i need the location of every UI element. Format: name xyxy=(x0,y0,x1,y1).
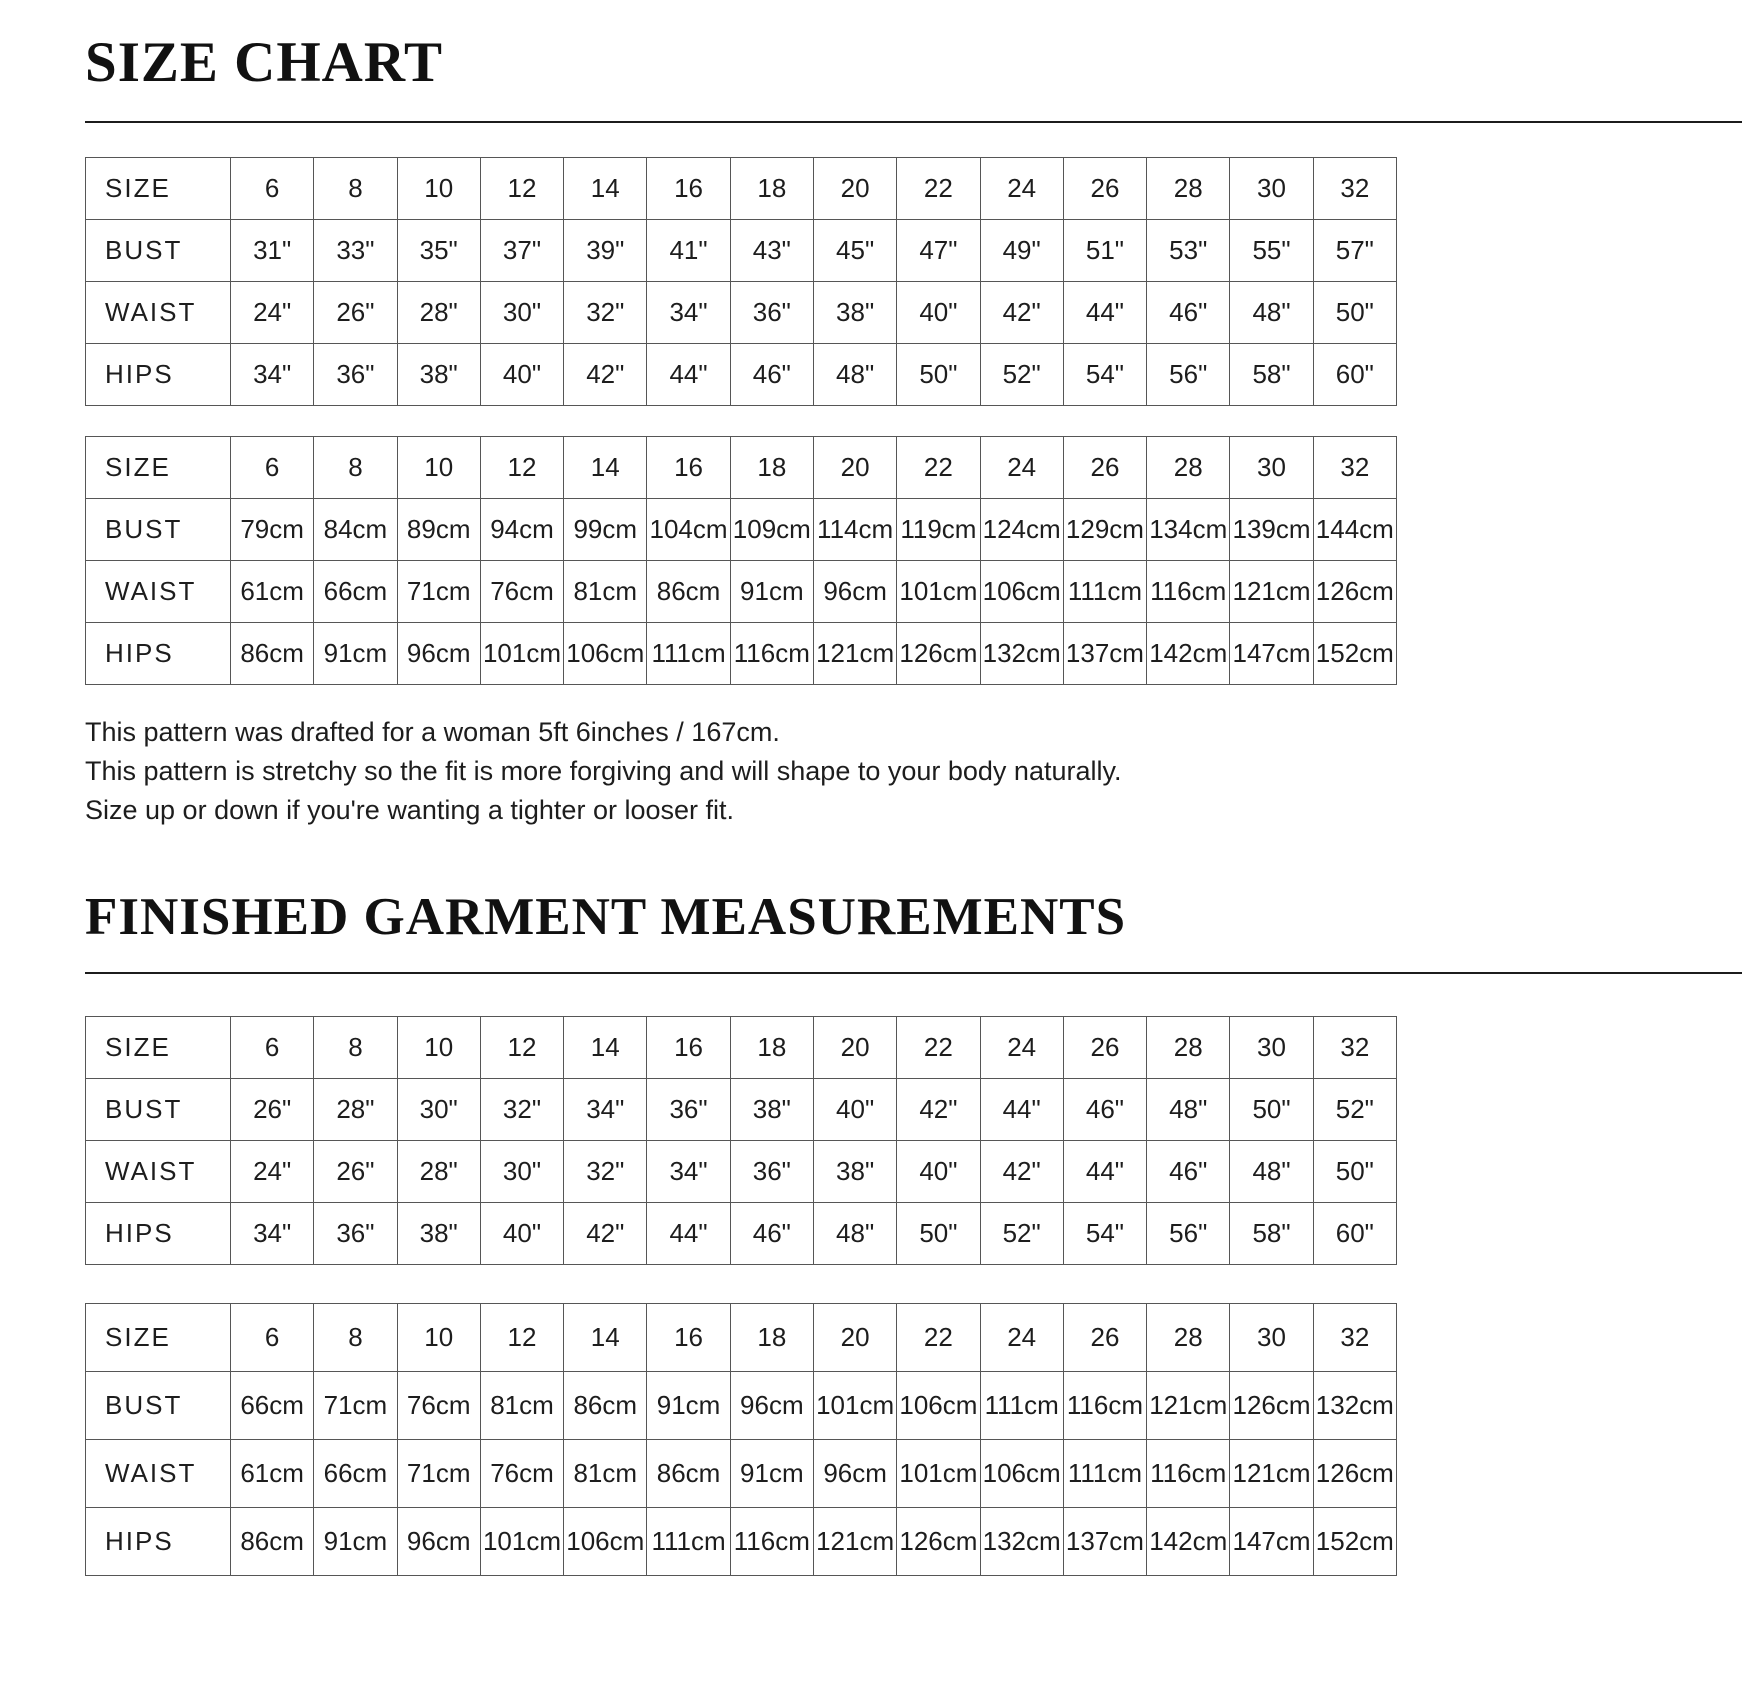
table-row xyxy=(86,1140,1397,1202)
table-row xyxy=(86,219,1397,281)
measurement-cell: 44" xyxy=(1063,281,1146,343)
measurement-cell: 121cm xyxy=(813,622,896,684)
measurement-cell: 58" xyxy=(1230,1202,1313,1264)
row-label: SIZE xyxy=(86,436,231,498)
measurement-cell: 43" xyxy=(730,219,813,281)
measurement-cell: 46" xyxy=(1147,281,1230,343)
size-header-cell: 24 xyxy=(980,1303,1063,1371)
size-header-cell: 20 xyxy=(813,1016,896,1078)
size-header-cell: 12 xyxy=(480,1016,563,1078)
size-header-cell: 32 xyxy=(1313,157,1396,219)
measurement-cell: 37" xyxy=(480,219,563,281)
size-header-cell: 28 xyxy=(1147,157,1230,219)
measurement-cell: 114cm xyxy=(813,498,896,560)
measurement-cell: 126cm xyxy=(897,622,980,684)
measurement-cell: 152cm xyxy=(1313,1507,1396,1575)
size-header-cell: 30 xyxy=(1230,1303,1313,1371)
measurement-cell: 28" xyxy=(397,281,480,343)
measurement-cell: 137cm xyxy=(1063,622,1146,684)
measurement-cell: 121cm xyxy=(1230,1439,1313,1507)
table-row xyxy=(86,1507,1397,1575)
size-header-cell: 22 xyxy=(897,436,980,498)
measurement-cell: 50" xyxy=(1313,281,1396,343)
measurement-cell: 142cm xyxy=(1147,622,1230,684)
measurement-cell: 132cm xyxy=(980,1507,1063,1575)
measurement-cell: 35" xyxy=(397,219,480,281)
measurement-cell: 48" xyxy=(1230,1140,1313,1202)
measurement-cell: 32" xyxy=(564,281,647,343)
size-header-cell: 14 xyxy=(564,436,647,498)
measurement-cell: 42" xyxy=(980,1140,1063,1202)
measurement-cell: 36" xyxy=(730,1140,813,1202)
measurement-cell: 116cm xyxy=(1147,1439,1230,1507)
row-label: SIZE xyxy=(86,1016,231,1078)
measurement-cell: 24" xyxy=(231,1140,314,1202)
row-label: HIPS xyxy=(86,1507,231,1575)
size-header-cell: 26 xyxy=(1063,157,1146,219)
measurement-cell: 76cm xyxy=(480,1439,563,1507)
size-header-cell: 14 xyxy=(564,157,647,219)
size-header-cell: 24 xyxy=(980,1016,1063,1078)
table-row xyxy=(86,622,1397,684)
row-label: BUST xyxy=(86,498,231,560)
measurement-cell: 31" xyxy=(231,219,314,281)
size-header-cell: 14 xyxy=(564,1303,647,1371)
measurement-cell: 46" xyxy=(1147,1140,1230,1202)
measurement-cell: 26" xyxy=(231,1078,314,1140)
measurement-cell: 34" xyxy=(231,343,314,405)
size-header-cell: 32 xyxy=(1313,436,1396,498)
table-row xyxy=(86,1202,1397,1264)
measurement-cell: 96cm xyxy=(397,622,480,684)
row-label: HIPS xyxy=(86,343,231,405)
measurement-cell: 52" xyxy=(980,1202,1063,1264)
measurement-cell: 101cm xyxy=(480,622,563,684)
size-header-cell: 30 xyxy=(1230,436,1313,498)
size-header-cell: 18 xyxy=(730,1303,813,1371)
size-header-cell: 14 xyxy=(564,1016,647,1078)
measurement-cell: 126cm xyxy=(1313,560,1396,622)
size-header-cell: 28 xyxy=(1147,1016,1230,1078)
size-header-cell: 20 xyxy=(813,436,896,498)
measurement-cell: 142cm xyxy=(1147,1507,1230,1575)
body-measurements-inches-table xyxy=(85,157,1397,406)
size-header-cell: 18 xyxy=(730,157,813,219)
table-row xyxy=(86,343,1397,405)
measurement-cell: 91cm xyxy=(314,1507,397,1575)
measurement-cell: 50" xyxy=(1313,1140,1396,1202)
measurement-cell: 111cm xyxy=(980,1371,1063,1439)
measurement-cell: 36" xyxy=(730,281,813,343)
size-header-cell: 18 xyxy=(730,1016,813,1078)
finished-garment-heading: FINISHED GARMENT MEASUREMENTS xyxy=(85,887,1127,946)
measurement-cell: 46" xyxy=(1063,1078,1146,1140)
measurement-cell: 104cm xyxy=(647,498,730,560)
measurement-cell: 38" xyxy=(397,1202,480,1264)
table-row xyxy=(86,1371,1397,1439)
measurement-cell: 60" xyxy=(1313,1202,1396,1264)
measurement-cell: 48" xyxy=(1147,1078,1230,1140)
measurement-cell: 44" xyxy=(647,343,730,405)
measurement-cell: 40" xyxy=(897,1140,980,1202)
measurement-cell: 86cm xyxy=(231,1507,314,1575)
measurement-cell: 38" xyxy=(813,281,896,343)
measurement-cell: 111cm xyxy=(647,1507,730,1575)
measurement-cell: 111cm xyxy=(647,622,730,684)
measurement-cell: 42" xyxy=(564,1202,647,1264)
measurement-cell: 96cm xyxy=(813,1439,896,1507)
size-header-cell: 8 xyxy=(314,1303,397,1371)
table-row xyxy=(86,281,1397,343)
measurement-cell: 101cm xyxy=(897,1439,980,1507)
measurement-cell: 106cm xyxy=(564,622,647,684)
measurement-cell: 50" xyxy=(897,1202,980,1264)
measurement-cell: 34" xyxy=(647,281,730,343)
measurement-cell: 42" xyxy=(897,1078,980,1140)
measurement-cell: 106cm xyxy=(564,1507,647,1575)
measurement-cell: 54" xyxy=(1063,1202,1146,1264)
size-header-cell: 16 xyxy=(647,1016,730,1078)
measurement-cell: 106cm xyxy=(980,1439,1063,1507)
measurement-cell: 58" xyxy=(1230,343,1313,405)
note-line: This pattern was drafted for a woman 5ft 6inches / 167cm. xyxy=(85,716,780,747)
measurement-cell: 26" xyxy=(314,1140,397,1202)
measurement-cell: 124cm xyxy=(980,498,1063,560)
size-header-cell: 32 xyxy=(1313,1016,1396,1078)
measurement-cell: 81cm xyxy=(564,1439,647,1507)
size-chart-heading: SIZE CHART xyxy=(85,31,444,94)
measurement-cell: 106cm xyxy=(897,1371,980,1439)
measurement-cell: 34" xyxy=(231,1202,314,1264)
measurement-cell: 81cm xyxy=(564,560,647,622)
size-header-cell: 12 xyxy=(480,436,563,498)
heading-divider xyxy=(85,121,1742,123)
row-label: WAIST xyxy=(86,281,231,343)
measurement-cell: 91cm xyxy=(730,560,813,622)
row-label: BUST xyxy=(86,1371,231,1439)
measurement-cell: 132cm xyxy=(980,622,1063,684)
measurement-cell: 48" xyxy=(813,1202,896,1264)
measurement-cell: 28" xyxy=(397,1140,480,1202)
size-header-cell: 10 xyxy=(397,436,480,498)
measurement-cell: 46" xyxy=(730,343,813,405)
measurement-cell: 30" xyxy=(480,281,563,343)
measurement-cell: 116cm xyxy=(730,1507,813,1575)
pattern-notes xyxy=(85,713,1742,830)
measurement-cell: 71cm xyxy=(397,1439,480,1507)
measurement-cell: 94cm xyxy=(480,498,563,560)
size-header-cell: 30 xyxy=(1230,1016,1313,1078)
measurement-cell: 55" xyxy=(1230,219,1313,281)
measurement-cell: 116cm xyxy=(730,622,813,684)
size-header-cell: 22 xyxy=(897,1303,980,1371)
measurement-cell: 89cm xyxy=(397,498,480,560)
size-header-cell: 8 xyxy=(314,157,397,219)
measurement-cell: 132cm xyxy=(1313,1371,1396,1439)
measurement-cell: 40" xyxy=(480,343,563,405)
measurement-cell: 32" xyxy=(480,1078,563,1140)
measurement-cell: 121cm xyxy=(1230,560,1313,622)
measurement-cell: 111cm xyxy=(1063,1439,1146,1507)
measurement-cell: 147cm xyxy=(1230,1507,1313,1575)
heading-divider xyxy=(85,972,1742,974)
measurement-cell: 101cm xyxy=(897,560,980,622)
measurement-cell: 96cm xyxy=(730,1371,813,1439)
measurement-cell: 44" xyxy=(1063,1140,1146,1202)
measurement-cell: 126cm xyxy=(897,1507,980,1575)
measurement-cell: 41" xyxy=(647,219,730,281)
measurement-cell: 30" xyxy=(397,1078,480,1140)
measurement-cell: 36" xyxy=(314,343,397,405)
measurement-cell: 116cm xyxy=(1147,560,1230,622)
size-header-cell: 26 xyxy=(1063,1016,1146,1078)
table-row xyxy=(86,1303,1397,1371)
measurement-cell: 144cm xyxy=(1313,498,1396,560)
measurement-cell: 96cm xyxy=(397,1507,480,1575)
row-label: HIPS xyxy=(86,622,231,684)
measurement-cell: 111cm xyxy=(1063,560,1146,622)
table-row xyxy=(86,1439,1397,1507)
size-header-cell: 12 xyxy=(480,1303,563,1371)
measurement-cell: 57" xyxy=(1313,219,1396,281)
measurement-cell: 147cm xyxy=(1230,622,1313,684)
measurement-cell: 40" xyxy=(480,1202,563,1264)
measurement-cell: 47" xyxy=(897,219,980,281)
measurement-cell: 56" xyxy=(1147,1202,1230,1264)
size-header-cell: 26 xyxy=(1063,436,1146,498)
measurement-cell: 99cm xyxy=(564,498,647,560)
size-header-cell: 10 xyxy=(397,1016,480,1078)
measurement-cell: 38" xyxy=(397,343,480,405)
measurement-cell: 48" xyxy=(813,343,896,405)
measurement-cell: 26" xyxy=(314,281,397,343)
row-label: WAIST xyxy=(86,1140,231,1202)
table-row xyxy=(86,560,1397,622)
measurement-cell: 45" xyxy=(813,219,896,281)
measurement-cell: 66cm xyxy=(314,1439,397,1507)
measurement-cell: 51" xyxy=(1063,219,1146,281)
measurement-cell: 121cm xyxy=(1147,1371,1230,1439)
measurement-cell: 126cm xyxy=(1230,1371,1313,1439)
measurement-cell: 52" xyxy=(980,343,1063,405)
size-header-cell: 24 xyxy=(980,436,1063,498)
size-header-cell: 8 xyxy=(314,436,397,498)
measurement-cell: 101cm xyxy=(813,1371,896,1439)
measurement-cell: 61cm xyxy=(231,560,314,622)
measurement-cell: 66cm xyxy=(314,560,397,622)
measurement-cell: 106cm xyxy=(980,560,1063,622)
measurement-cell: 84cm xyxy=(314,498,397,560)
row-label: SIZE xyxy=(86,1303,231,1371)
measurement-cell: 54" xyxy=(1063,343,1146,405)
table-row xyxy=(86,436,1397,498)
measurement-cell: 91cm xyxy=(647,1371,730,1439)
measurement-cell: 34" xyxy=(564,1078,647,1140)
measurement-cell: 48" xyxy=(1230,281,1313,343)
measurement-cell: 76cm xyxy=(480,560,563,622)
finished-measurements-inches-table xyxy=(85,1016,1397,1265)
size-header-cell: 18 xyxy=(730,436,813,498)
measurement-cell: 61cm xyxy=(231,1439,314,1507)
measurement-cell: 33" xyxy=(314,219,397,281)
measurement-cell: 119cm xyxy=(897,498,980,560)
measurement-cell: 71cm xyxy=(314,1371,397,1439)
measurement-cell: 137cm xyxy=(1063,1507,1146,1575)
size-header-cell: 10 xyxy=(397,1303,480,1371)
measurement-cell: 56" xyxy=(1147,343,1230,405)
row-label: HIPS xyxy=(86,1202,231,1264)
row-label: BUST xyxy=(86,219,231,281)
row-label: WAIST xyxy=(86,560,231,622)
measurement-cell: 53" xyxy=(1147,219,1230,281)
size-header-cell: 28 xyxy=(1147,436,1230,498)
measurement-cell: 152cm xyxy=(1313,622,1396,684)
measurement-cell: 126cm xyxy=(1313,1439,1396,1507)
size-header-cell: 30 xyxy=(1230,157,1313,219)
size-header-cell: 20 xyxy=(813,1303,896,1371)
measurement-cell: 76cm xyxy=(397,1371,480,1439)
size-header-cell: 26 xyxy=(1063,1303,1146,1371)
size-header-cell: 6 xyxy=(231,1303,314,1371)
measurement-cell: 86cm xyxy=(647,560,730,622)
table-row xyxy=(86,157,1397,219)
measurement-cell: 38" xyxy=(813,1140,896,1202)
measurement-cell: 109cm xyxy=(730,498,813,560)
row-label: BUST xyxy=(86,1078,231,1140)
measurement-cell: 42" xyxy=(980,281,1063,343)
measurement-cell: 24" xyxy=(231,281,314,343)
finished-measurements-cm-table xyxy=(85,1303,1397,1576)
measurement-cell: 36" xyxy=(314,1202,397,1264)
note-line: Size up or down if you're wanting a tighter or looser fit. xyxy=(85,794,734,825)
size-header-cell: 24 xyxy=(980,157,1063,219)
body-measurements-cm-table xyxy=(85,436,1397,685)
measurement-cell: 44" xyxy=(980,1078,1063,1140)
size-header-cell: 8 xyxy=(314,1016,397,1078)
measurement-cell: 46" xyxy=(730,1202,813,1264)
size-header-cell: 22 xyxy=(897,1016,980,1078)
measurement-cell: 50" xyxy=(1230,1078,1313,1140)
size-header-cell: 6 xyxy=(231,157,314,219)
size-header-cell: 22 xyxy=(897,157,980,219)
table-row xyxy=(86,1016,1397,1078)
measurement-cell: 38" xyxy=(730,1078,813,1140)
size-header-cell: 16 xyxy=(647,436,730,498)
measurement-cell: 60" xyxy=(1313,343,1396,405)
measurement-cell: 129cm xyxy=(1063,498,1146,560)
measurement-cell: 32" xyxy=(564,1140,647,1202)
table-row xyxy=(86,1078,1397,1140)
measurement-cell: 91cm xyxy=(314,622,397,684)
measurement-cell: 139cm xyxy=(1230,498,1313,560)
measurement-cell: 66cm xyxy=(231,1371,314,1439)
measurement-cell: 86cm xyxy=(564,1371,647,1439)
table-row xyxy=(86,498,1397,560)
size-header-cell: 10 xyxy=(397,157,480,219)
measurement-cell: 96cm xyxy=(813,560,896,622)
note-line: This pattern is stretchy so the fit is more forgiving and will shape to your body naturally. xyxy=(85,755,1122,786)
size-header-cell: 16 xyxy=(647,1303,730,1371)
size-header-cell: 28 xyxy=(1147,1303,1230,1371)
measurement-cell: 116cm xyxy=(1063,1371,1146,1439)
measurement-cell: 44" xyxy=(647,1202,730,1264)
measurement-cell: 71cm xyxy=(397,560,480,622)
measurement-cell: 40" xyxy=(897,281,980,343)
measurement-cell: 30" xyxy=(480,1140,563,1202)
measurement-cell: 81cm xyxy=(480,1371,563,1439)
measurement-cell: 121cm xyxy=(813,1507,896,1575)
measurement-cell: 28" xyxy=(314,1078,397,1140)
size-header-cell: 32 xyxy=(1313,1303,1396,1371)
row-label: SIZE xyxy=(86,157,231,219)
measurement-cell: 40" xyxy=(813,1078,896,1140)
measurement-cell: 86cm xyxy=(231,622,314,684)
measurement-cell: 42" xyxy=(564,343,647,405)
measurement-cell: 50" xyxy=(897,343,980,405)
measurement-cell: 79cm xyxy=(231,498,314,560)
size-header-cell: 6 xyxy=(231,1016,314,1078)
size-header-cell: 16 xyxy=(647,157,730,219)
row-label: WAIST xyxy=(86,1439,231,1507)
measurement-cell: 49" xyxy=(980,219,1063,281)
measurement-cell: 52" xyxy=(1313,1078,1396,1140)
measurement-cell: 91cm xyxy=(730,1439,813,1507)
measurement-cell: 86cm xyxy=(647,1439,730,1507)
size-header-cell: 6 xyxy=(231,436,314,498)
measurement-cell: 36" xyxy=(647,1078,730,1140)
size-header-cell: 20 xyxy=(813,157,896,219)
measurement-cell: 101cm xyxy=(480,1507,563,1575)
measurement-cell: 134cm xyxy=(1147,498,1230,560)
measurement-cell: 39" xyxy=(564,219,647,281)
measurement-cell: 34" xyxy=(647,1140,730,1202)
size-header-cell: 12 xyxy=(480,157,563,219)
